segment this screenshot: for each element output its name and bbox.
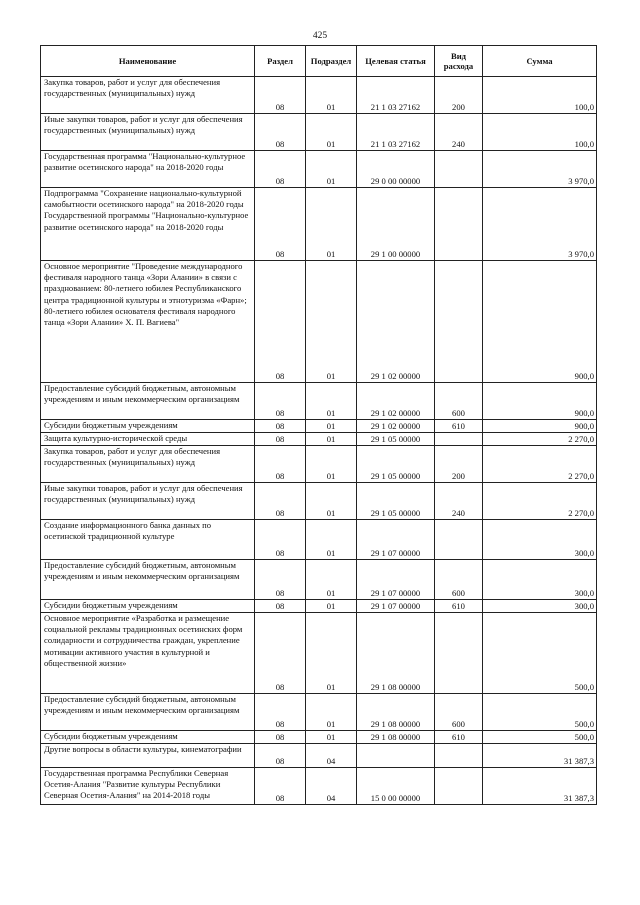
cell-article: 29 1 07 00000: [357, 600, 435, 613]
cell-name: Иные закупки товаров, работ и услуг для обеспечения государственных (муниципальных) нужд: [41, 114, 255, 151]
cell-sum: 500,0: [483, 731, 597, 744]
table-row: [41, 188, 597, 261]
table-row: [41, 768, 597, 805]
cell-sum: 500,0: [483, 694, 597, 731]
cell-sum: 900,0: [483, 261, 597, 383]
cell-name: Иные закупки товаров, работ и услуг для обеспечения государственных (муниципальных) нужд: [41, 483, 255, 520]
table-row: [41, 483, 597, 520]
cell-section: 08: [255, 520, 306, 560]
cell-name: Субсидии бюджетным учреждениям: [41, 420, 255, 433]
cell-name: Основное мероприятие "Проведение международного фестиваля народного танца «Зори Алании» в связи с празднованием: 80-летнего юбилея Республиканского центра традиционной культуры и этнотуризма «Фарн»; 80-летнего юбилея основателя фестиваля народного танца «Зори Алании» Х. П. Вагиева": [41, 261, 255, 383]
cell-subsection: 01: [306, 731, 357, 744]
cell-expense-kind: 240: [435, 483, 483, 520]
cell-expense-kind: [435, 768, 483, 805]
table-row: [41, 731, 597, 744]
table-row: [41, 520, 597, 560]
cell-article: 21 1 03 27162: [357, 77, 435, 114]
header-subsection: Подраздел: [306, 46, 357, 77]
cell-subsection: 01: [306, 520, 357, 560]
table-row: [41, 613, 597, 694]
cell-subsection: 01: [306, 694, 357, 731]
table-row: [41, 560, 597, 600]
cell-article: 15 0 00 00000: [357, 768, 435, 805]
table-row: [41, 77, 597, 114]
cell-article: 29 1 07 00000: [357, 520, 435, 560]
cell-name: Основное мероприятие «Разработка и размещение социальной рекламы традиционных осетинских форм солидарности и сотрудничества граждан, укрепление мотивации активного участия в культурной и общественной жизни»: [41, 613, 255, 694]
cell-subsection: 01: [306, 433, 357, 446]
cell-name: Закупка товаров, работ и услуг для обеспечения государственных (муниципальных) нужд: [41, 77, 255, 114]
cell-expense-kind: 600: [435, 694, 483, 731]
cell-section: 08: [255, 613, 306, 694]
cell-section: 08: [255, 600, 306, 613]
table-row: [41, 446, 597, 483]
cell-name: Государственная программа "Национально-культурное развитие осетинского народа" на 2018-2020 годы: [41, 151, 255, 188]
cell-sum: 300,0: [483, 560, 597, 600]
cell-article: 29 1 05 00000: [357, 483, 435, 520]
cell-expense-kind: [435, 433, 483, 446]
cell-name: Подпрограмма "Сохранение национально-культурной самобытности осетинского народа" на 2018-2020 годы Государственной программы "Национально-культурное развитие осетинского народа" на 2018-2020 годы: [41, 188, 255, 261]
cell-section: 08: [255, 731, 306, 744]
cell-sum: 900,0: [483, 420, 597, 433]
cell-sum: 900,0: [483, 383, 597, 420]
cell-sum: 500,0: [483, 613, 597, 694]
cell-subsection: 01: [306, 613, 357, 694]
cell-name: Закупка товаров, работ и услуг для обеспечения государственных (муниципальных) нужд: [41, 446, 255, 483]
cell-subsection: 01: [306, 261, 357, 383]
cell-expense-kind: 600: [435, 560, 483, 600]
cell-article: 29 1 02 00000: [357, 420, 435, 433]
cell-article: 29 1 02 00000: [357, 261, 435, 383]
table-row: [41, 694, 597, 731]
cell-subsection: 01: [306, 114, 357, 151]
cell-expense-kind: [435, 151, 483, 188]
cell-section: 08: [255, 433, 306, 446]
cell-name: Государственная программа Республики Северная Осетия-Алания "Развитие культуры Республики Северная Осетия-Алания" на 2014-2018 годы: [41, 768, 255, 805]
cell-subsection: 01: [306, 420, 357, 433]
cell-section: 08: [255, 483, 306, 520]
cell-section: 08: [255, 768, 306, 805]
cell-section: 08: [255, 114, 306, 151]
cell-section: 08: [255, 694, 306, 731]
cell-subsection: 01: [306, 600, 357, 613]
table-row: [41, 261, 597, 383]
cell-subsection: 01: [306, 151, 357, 188]
cell-subsection: 01: [306, 188, 357, 261]
cell-expense-kind: [435, 520, 483, 560]
cell-sum: 100,0: [483, 77, 597, 114]
cell-sum: 3 970,0: [483, 151, 597, 188]
budget-table: [40, 45, 597, 805]
cell-sum: 2 270,0: [483, 446, 597, 483]
cell-sum: 300,0: [483, 520, 597, 560]
cell-sum: 31 387,3: [483, 768, 597, 805]
cell-name: Другие вопросы в области культуры, кинематографии: [41, 744, 255, 768]
page-number: 425: [312, 31, 328, 41]
cell-sum: 31 387,3: [483, 744, 597, 768]
header-name: Наименование: [41, 46, 255, 77]
cell-expense-kind: 610: [435, 731, 483, 744]
cell-sum: 2 270,0: [483, 433, 597, 446]
cell-article: 29 1 07 00000: [357, 560, 435, 600]
cell-subsection: 01: [306, 77, 357, 114]
cell-article: [357, 744, 435, 768]
cell-subsection: 01: [306, 483, 357, 520]
cell-section: 08: [255, 261, 306, 383]
table-row: [41, 744, 597, 768]
header-article: Целевая статья: [357, 46, 435, 77]
cell-name: Субсидии бюджетным учреждениям: [41, 600, 255, 613]
cell-section: 08: [255, 188, 306, 261]
cell-expense-kind: [435, 613, 483, 694]
table-row: [41, 114, 597, 151]
cell-name: Защита культурно-исторической среды: [41, 433, 255, 446]
cell-article: 29 1 08 00000: [357, 731, 435, 744]
cell-expense-kind: 600: [435, 383, 483, 420]
cell-expense-kind: 240: [435, 114, 483, 151]
table-row: [41, 383, 597, 420]
cell-name: Предоставление субсидий бюджетным, автономным учреждениям и иным некоммерческим организациям: [41, 383, 255, 420]
cell-section: 08: [255, 446, 306, 483]
table-row: [41, 600, 597, 613]
cell-article: 29 1 08 00000: [357, 694, 435, 731]
cell-subsection: 04: [306, 768, 357, 805]
cell-expense-kind: 200: [435, 77, 483, 114]
cell-article: 21 1 03 27162: [357, 114, 435, 151]
cell-name: Предоставление субсидий бюджетным, автономным учреждениям и иным некоммерческим организациям: [41, 560, 255, 600]
cell-sum: 100,0: [483, 114, 597, 151]
table-row: [41, 151, 597, 188]
cell-section: 08: [255, 420, 306, 433]
cell-subsection: 01: [306, 446, 357, 483]
cell-article: 29 1 00 00000: [357, 188, 435, 261]
cell-article: 29 1 02 00000: [357, 383, 435, 420]
table-row: [41, 433, 597, 446]
cell-expense-kind: [435, 188, 483, 261]
cell-expense-kind: 610: [435, 600, 483, 613]
cell-expense-kind: 610: [435, 420, 483, 433]
cell-article: 29 0 00 00000: [357, 151, 435, 188]
cell-subsection: 01: [306, 560, 357, 600]
cell-article: 29 1 05 00000: [357, 433, 435, 446]
header-sum: Сумма: [483, 46, 597, 77]
cell-expense-kind: 200: [435, 446, 483, 483]
cell-section: 08: [255, 383, 306, 420]
table-header-row: [41, 46, 597, 77]
header-section: Раздел: [255, 46, 306, 77]
cell-section: 08: [255, 560, 306, 600]
cell-name: Предоставление субсидий бюджетным, автономным учреждениям и иным некоммерческим организациям: [41, 694, 255, 731]
cell-expense-kind: [435, 744, 483, 768]
cell-expense-kind: [435, 261, 483, 383]
cell-article: 29 1 05 00000: [357, 446, 435, 483]
cell-name: Субсидии бюджетным учреждениям: [41, 731, 255, 744]
cell-section: 08: [255, 744, 306, 768]
cell-subsection: 01: [306, 383, 357, 420]
cell-sum: 300,0: [483, 600, 597, 613]
cell-section: 08: [255, 77, 306, 114]
cell-sum: 2 270,0: [483, 483, 597, 520]
cell-name: Создание информационного банка данных по осетинской традиционной культуре: [41, 520, 255, 560]
cell-sum: 3 970,0: [483, 188, 597, 261]
cell-article: 29 1 08 00000: [357, 613, 435, 694]
cell-subsection: 04: [306, 744, 357, 768]
table-row: [41, 420, 597, 433]
header-expense-kind: Вид расхода: [435, 46, 483, 77]
cell-section: 08: [255, 151, 306, 188]
